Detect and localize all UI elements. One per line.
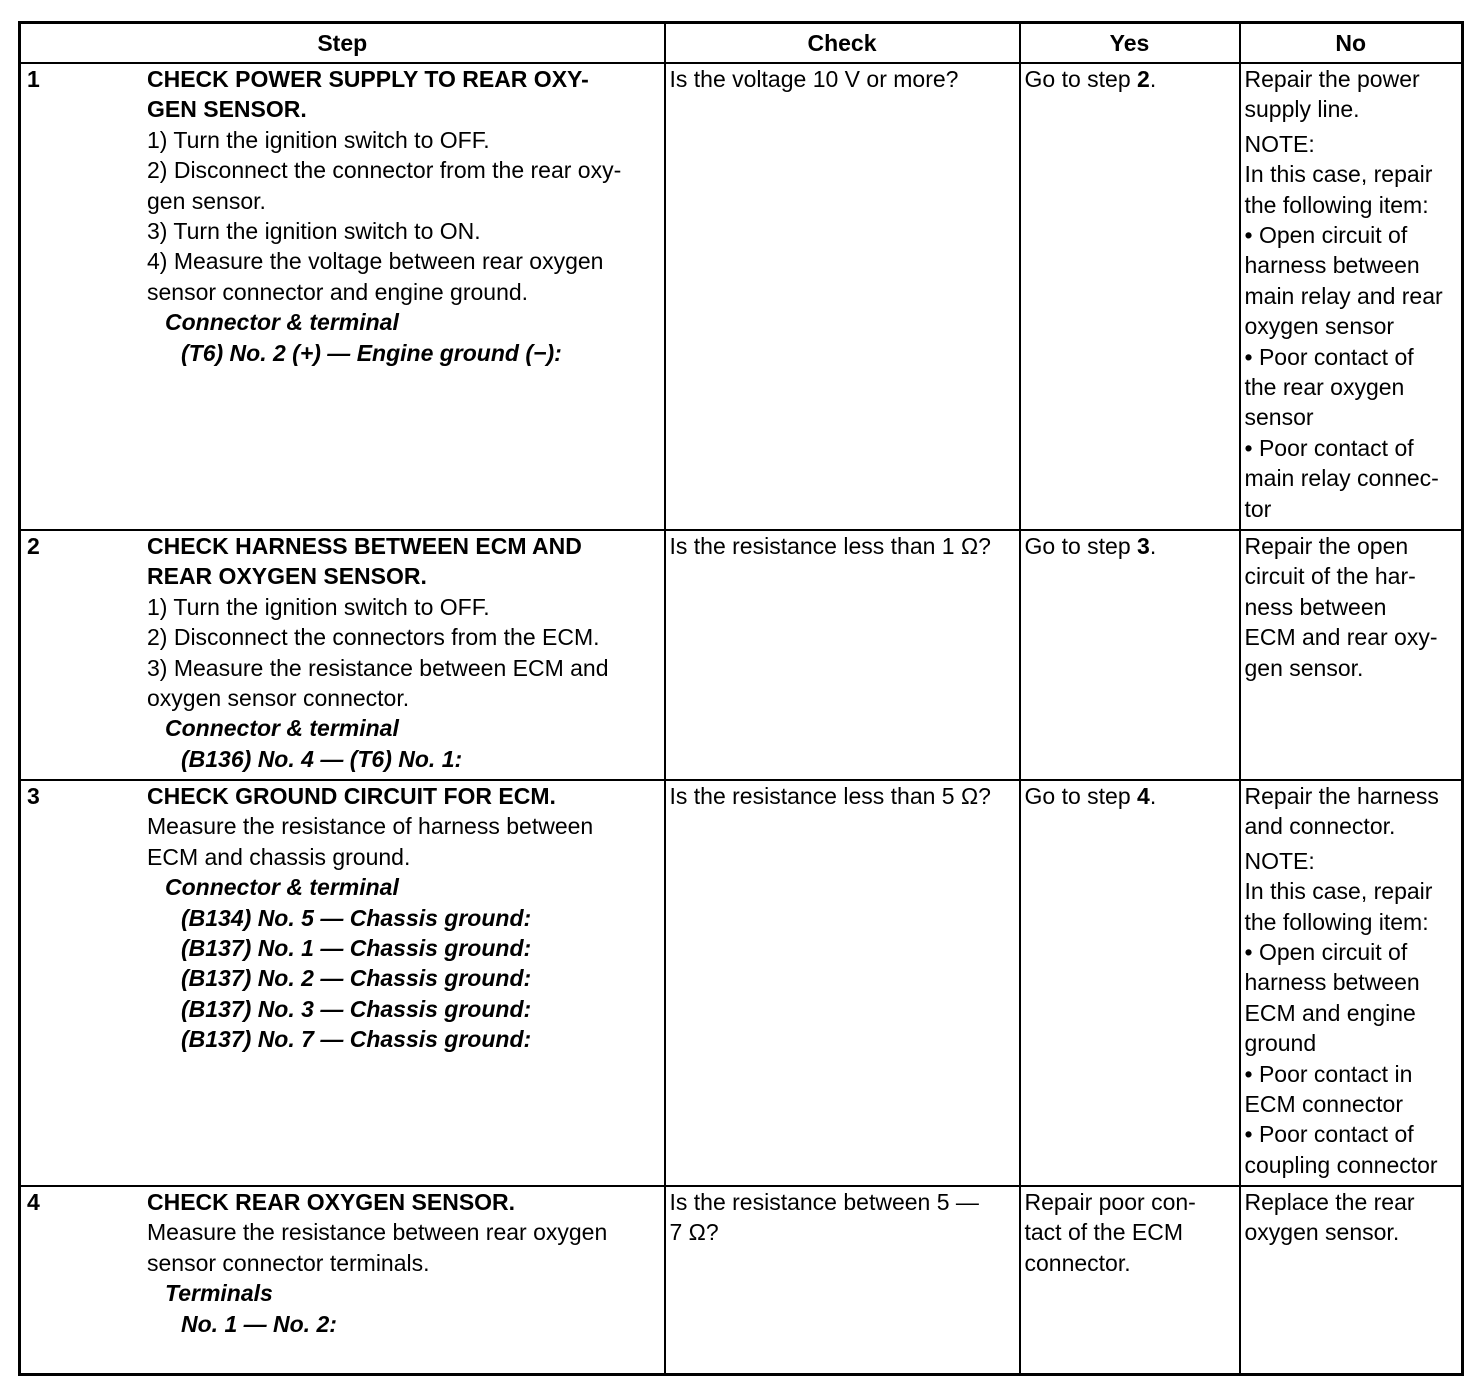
step-reference: 3: [1137, 533, 1150, 559]
note-label: NOTE:: [1244, 130, 1315, 157]
step-instruction: oxygen sensor connector.: [147, 685, 410, 712]
table-row: [20, 780, 1463, 1186]
table-header-row: [20, 23, 1463, 64]
note-text: harness between: [1244, 252, 1420, 279]
step-reference: 2: [1137, 66, 1150, 92]
note-text: ground: [1244, 1030, 1317, 1057]
connector-heading: Connector & terminal: [165, 874, 399, 901]
note-text: the following item:: [1244, 191, 1429, 218]
no-cell: [1240, 63, 1463, 530]
connector-terminal: (B137) No. 3 — Chassis ground:: [181, 995, 532, 1022]
step-instruction: 3) Measure the resistance between ECM and: [147, 654, 609, 681]
header-check: Check: [665, 23, 1020, 64]
yes-cell: [1020, 63, 1240, 530]
note-text: • Poor contact of: [1244, 1121, 1414, 1148]
check-question: Is the voltage 10 V or more?: [669, 66, 959, 92]
step-instruction: gen sensor.: [147, 187, 266, 214]
yes-cell: [1020, 780, 1240, 1186]
check-cell: [665, 63, 1020, 530]
connector-terminal: (B137) No. 7 — Chassis ground:: [181, 1026, 532, 1053]
connector-terminal: No. 1 — No. 2:: [181, 1310, 337, 1337]
yes-action: Go to step 3.: [1024, 533, 1157, 559]
no-action: circuit of the har-: [1244, 563, 1416, 590]
step-title: REAR OXYGEN SENSOR.: [147, 563, 427, 590]
no-action: Repair the harness: [1244, 783, 1439, 809]
no-action: and connector.: [1244, 813, 1396, 840]
step-instruction: 2) Disconnect the connectors from the ECM.: [147, 624, 600, 651]
no-action: ness between: [1244, 593, 1387, 620]
yes-cell: [1020, 530, 1240, 780]
check-question: 7 Ω?: [669, 1219, 719, 1246]
check-question: Is the resistance less than 5 Ω?: [669, 783, 991, 809]
yes-action: Repair poor con-: [1024, 1189, 1196, 1215]
note-text: tor: [1244, 495, 1272, 522]
step-title: CHECK GROUND CIRCUIT FOR ECM.: [147, 783, 556, 809]
step-cell: [20, 63, 665, 530]
step-number: 4: [27, 1189, 40, 1215]
header-step: Step: [20, 23, 665, 64]
note-text: • Poor contact in: [1244, 1060, 1413, 1087]
yes-action: Go to step 4.: [1024, 783, 1157, 809]
step-number: 3: [27, 783, 40, 809]
check-cell: [665, 780, 1020, 1186]
note-text: harness between: [1244, 969, 1420, 996]
step-title: GEN SENSOR.: [147, 96, 307, 123]
connector-terminal: (B137) No. 2 — Chassis ground:: [181, 965, 532, 992]
no-cell: [1240, 530, 1463, 780]
yes-action: Go to step 2.: [1024, 66, 1157, 92]
diagnostic-table: [18, 21, 1464, 1376]
table-row: [20, 530, 1463, 780]
yes-action: tact of the ECM: [1024, 1219, 1184, 1246]
no-action: ECM and rear oxy-: [1244, 624, 1438, 651]
note-text: • Open circuit of: [1244, 939, 1408, 966]
no-cell: [1240, 780, 1463, 1186]
step-instruction: ECM and chassis ground.: [147, 843, 411, 870]
connector-terminal: (B134) No. 5 — Chassis ground:: [181, 904, 532, 931]
connector-heading: Connector & terminal: [165, 309, 399, 336]
note-text: coupling connector: [1244, 1151, 1438, 1178]
note-text: the rear oxygen: [1244, 374, 1405, 401]
step-title: CHECK REAR OXYGEN SENSOR.: [147, 1189, 516, 1215]
connector-heading: Connector & terminal: [165, 715, 399, 742]
step-instruction: Measure the resistance between rear oxygen: [147, 1219, 608, 1246]
note-text: oxygen sensor: [1244, 313, 1395, 340]
no-action: Repair the power: [1244, 66, 1420, 92]
check-cell: [665, 1186, 1020, 1375]
note-text: In this case, repair: [1244, 878, 1433, 905]
yes-action: connector.: [1024, 1249, 1131, 1276]
step-cell: [20, 1186, 665, 1375]
step-title: CHECK HARNESS BETWEEN ECM AND: [147, 533, 582, 559]
connector-terminal: (B136) No. 4 — (T6) No. 1:: [181, 745, 463, 772]
step-instruction: Measure the resistance of harness between: [147, 813, 594, 840]
note-text: • Poor contact of: [1244, 343, 1414, 370]
step-instruction: 3) Turn the ignition switch to ON.: [147, 218, 481, 245]
table-row: [20, 1186, 1463, 1375]
step-instruction: sensor connector terminals.: [147, 1249, 430, 1276]
step-cell: [20, 780, 665, 1186]
yes-cell: [1020, 1186, 1240, 1375]
terminals-heading: Terminals: [165, 1280, 273, 1307]
connector-terminal: (T6) No. 2 (+) — Engine ground (−):: [181, 339, 562, 366]
no-cell: [1240, 1186, 1463, 1375]
header-yes: Yes: [1020, 23, 1240, 64]
note-text: • Poor contact of: [1244, 434, 1414, 461]
step-cell: [20, 530, 665, 780]
note-text: main relay and rear: [1244, 282, 1443, 309]
step-number: 2: [27, 533, 40, 559]
table-row: [20, 63, 1463, 530]
no-action: gen sensor.: [1244, 654, 1364, 681]
step-instruction: 1) Turn the ignition switch to OFF.: [147, 593, 490, 620]
header-no: No: [1240, 23, 1463, 64]
step-instruction: 4) Measure the voltage between rear oxygen: [147, 248, 604, 275]
check-cell: [665, 530, 1020, 780]
note-text: main relay connec-: [1244, 465, 1439, 492]
check-question: Is the resistance less than 1 Ω?: [669, 533, 991, 559]
no-action: oxygen sensor.: [1244, 1219, 1400, 1246]
step-reference: 4: [1137, 783, 1150, 809]
note-text: the following item:: [1244, 908, 1429, 935]
check-question: Is the resistance between 5 —: [669, 1189, 979, 1215]
note-text: ECM connector: [1244, 1091, 1404, 1118]
step-instruction: 1) Turn the ignition switch to OFF.: [147, 126, 490, 153]
note-text: • Open circuit of: [1244, 222, 1408, 249]
no-action: supply line.: [1244, 96, 1360, 123]
note-label: NOTE:: [1244, 847, 1315, 874]
step-title: CHECK POWER SUPPLY TO REAR OXY-: [147, 66, 589, 92]
note-text: In this case, repair: [1244, 161, 1433, 188]
connector-terminal: (B137) No. 1 — Chassis ground:: [181, 935, 532, 962]
note-text: sensor: [1244, 404, 1314, 431]
note-text: ECM and engine: [1244, 999, 1416, 1026]
step-number: 1: [27, 66, 40, 92]
step-instruction: sensor connector and engine ground.: [147, 278, 529, 305]
no-action: Replace the rear: [1244, 1189, 1415, 1215]
step-instruction: 2) Disconnect the connector from the rear oxy-: [147, 157, 622, 184]
no-action: Repair the open: [1244, 533, 1409, 559]
